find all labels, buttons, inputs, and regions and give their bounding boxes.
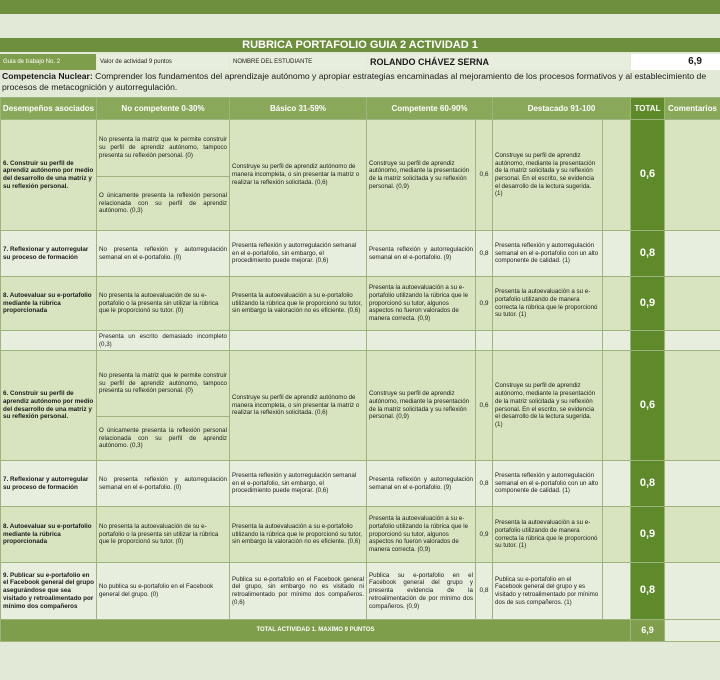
basico-cell: Construye su perfil de aprendiz autónomo de manera incompleta, o sin presentar la matriz o realizar la reflexión solicitada. (0,6): [230, 351, 367, 461]
basico-cell: Publica su e-portafolio en el Facebook general del grupo, sin embargo no es visitado ni retroalimentado por mínimo dos compañeros. (0,6): [230, 563, 367, 620]
criterion-cell: 7. Reflexionar y autorregular su proceso de formación: [1, 461, 97, 507]
total-cell: 0,8: [631, 461, 665, 507]
col-competente: Competente 60-90%: [367, 98, 493, 120]
criterion-cell: 6. Construir su perfil de aprendiz autónomo por medio del desarrollo de una matriz y su reflexión personal.: [1, 351, 97, 461]
total-cell: 0,8: [631, 231, 665, 277]
destacado-cell: Construye su perfil de aprendiz autónomo, mediante la presentación de la matriz solicitada y su reflexión personal. En el escrito, se evidencia el desarrollo de la lectura sugerida. (1): [493, 120, 603, 231]
comment-cell: [665, 120, 720, 231]
table-row: [1, 351, 720, 417]
comment-cell: [665, 331, 720, 351]
comment-cell: [665, 277, 720, 331]
basico-cell: Presenta la autoevaluación a su e-portafolio utilizando la rúbrica que le proporcionó su tutor, sin embargo la valoración no es eficiente. (0,6): [230, 507, 367, 563]
header-row: [0, 54, 720, 70]
competencia-text: Comprender los fundamentos del aprendizaje autónomo y apropiar estrategias encaminadas al mejoramiento de los procesos formativos y al establecimiento de procesos de metacognición y autorregulación.: [2, 71, 707, 92]
total-cell: 0,6: [631, 120, 665, 231]
score-cell: 0,9: [476, 507, 493, 563]
competente-cell: Presenta la autoevaluación a su e-portafolio utilizando la rúbrica que le proporcionó su tutor, algunos aspectos no fueron valorados de manera correcta. (0,9): [367, 507, 476, 563]
destacado-cell: Construye su perfil de aprendiz autónomo, mediante la presentación de la matriz solicitada y su reflexión personal. En el escrito, se evidencia el desarrollo de la lectura sugerida. (1): [493, 351, 603, 461]
competencia-nuclear: [0, 71, 720, 97]
title-bar: [0, 0, 720, 14]
col-no-competente: No competente 0-30%: [97, 98, 230, 120]
basico-cell: Presenta la autoevaluación a su e-portafolio utilizando la rúbrica que le proporcionó su tutor, sin embargo la valoración no es eficiente. (0,6): [230, 277, 367, 331]
student-name-label: NOMBRE DEL ESTUDIANTE: [230, 54, 366, 70]
empty-cell: [603, 507, 631, 563]
col-basico: Básico 31-59%: [230, 98, 367, 120]
score-cell: 0,8: [476, 231, 493, 277]
criterion-cell: 6. Construir su perfil de aprendiz autónomo por medio del desarrollo de una matriz y su reflexión personal.: [1, 120, 97, 231]
destacado-cell: [493, 331, 603, 351]
no-competente-cell: O únicamente presenta la reflexión personal relacionada con su perfil de aprendiz autónomo. (0,3): [97, 177, 230, 231]
table-row: [1, 461, 720, 507]
score-cell: 0,6: [476, 351, 493, 461]
basico-cell: Presenta reflexión y autorregulación semanal en el e-portafolio, sin embargo, el procedimiento puede mejorar. (0,6): [230, 461, 367, 507]
empty-cell: [603, 120, 631, 231]
no-competente-cell: O únicamente presenta la reflexión personal relacionada con su perfil de aprendiz autónomo. (0,3): [97, 417, 230, 461]
page-title: RUBRICA PORTAFOLIO GUIA 2 ACTIVIDAD 1: [0, 38, 720, 52]
criterion-cell: 8. Autoevaluar su e-portafolio mediante la rúbrica proporcionada: [1, 277, 97, 331]
criterion-cell: 7. Reflexionar y autorregular su proceso de formación: [1, 231, 97, 277]
empty-cell: [603, 231, 631, 277]
comment-cell: [665, 563, 720, 620]
table-row: [1, 277, 720, 331]
total-cell: 0,6: [631, 351, 665, 461]
col-total: TOTAL: [631, 98, 665, 120]
rubric-table: [0, 97, 720, 642]
no-competente-cell: No publica su e-portafolio en el Facebook general del grupo. (0): [97, 563, 230, 620]
col-desempenos: Desempeños asociados: [1, 98, 97, 120]
criterion-cell: 9. Publicar su e-portafolio en el Facebook general del grupo asegurándose que sea visitado y retroalimentado por mínimo dos compañeros: [1, 563, 97, 620]
criterion-cell: [1, 331, 97, 351]
destacado-cell: Presenta reflexión y autorregulación semanal en el e-portafolio con un alto componente de calidad. (1): [493, 461, 603, 507]
comment-cell: [665, 461, 720, 507]
no-competente-cell: No presenta reflexión y autorregulación semanal en el e-portafolio. (0): [97, 461, 230, 507]
no-competente-cell: Presenta un escrito demasiado incompleto (0,3): [97, 331, 230, 351]
basico-cell: Presenta reflexión y autorregulación semanal en el e-portafolio, sin embargo, el procedimiento puede mejorar. (0,6): [230, 231, 367, 277]
basico-cell: [230, 331, 367, 351]
total-cell: 0,9: [631, 507, 665, 563]
comment-cell: [665, 507, 720, 563]
table-row: [1, 331, 720, 351]
empty-cell: [603, 563, 631, 620]
no-competente-cell: No presenta la matriz que le permite construir su perfil de aprendiz autónomo, tampoco presenta su reflexión personal. (0): [97, 351, 230, 417]
score-cell: 0,8: [476, 563, 493, 620]
col-destacado: Destacado 91-100: [493, 98, 631, 120]
footer-label: TOTAL ACTIVIDAD 1. MAXIMO 9 PUNTOS: [1, 620, 631, 642]
student-name: ROLANDO CHÁVEZ SERNA: [367, 54, 630, 70]
footer-total: 6,9: [631, 620, 665, 642]
footer-comment: [665, 620, 720, 642]
score-cell: 0,8: [476, 461, 493, 507]
competente-cell: Presenta reflexión y autorregulación semanal en el e-portafolio. (9): [367, 461, 476, 507]
basico-cell: Construye su perfil de aprendiz autónomo de manera incompleta, o sin presentar la matriz o realizar la reflexión solicitada. (0,6): [230, 120, 367, 231]
guide-label: Guia de trabajo No. 2: [0, 54, 96, 70]
competente-cell: Construye su perfil de aprendiz autónomo, mediante la presentación de la matriz solicitada y su reflexión personal. (0,9): [367, 351, 476, 461]
score-cell: 0,9: [476, 277, 493, 331]
empty-cell: [603, 277, 631, 331]
table-row: [1, 231, 720, 277]
comment-cell: [665, 231, 720, 277]
score-cell: 0,6: [476, 120, 493, 231]
competente-cell: Construye su perfil de aprendiz autónomo, mediante la presentación de la matriz solicitada y su reflexión personal. (0,9): [367, 120, 476, 231]
destacado-cell: Presenta la autoevaluación a su e-portafolio utilizando de manera correcta la rúbrica que le proporcionó su tutor. (1): [493, 507, 603, 563]
competente-cell: Publica su e-portafolio en el Facebook general del grupo y presenta evidencia de la retroalimentación de por mínimo dos compañeros. (0,9): [367, 563, 476, 620]
destacado-cell: Presenta la autoevaluación a su e-portafolio utilizando de manera correcta la rúbrica que le proporcionó su tutor. (1): [493, 277, 603, 331]
table-row: [1, 120, 720, 177]
col-comentarios: Comentarios: [665, 98, 720, 120]
table-row: [1, 563, 720, 620]
no-competente-cell: No presenta la autoevaluación de su e-portafolio o la presenta sin utilizar la rúbrica que le proporcionó su tutor. (0): [97, 277, 230, 331]
criterion-cell: 8. Autoevaluar su e-portafolio mediante la rúbrica proporcionada: [1, 507, 97, 563]
comment-cell: [665, 351, 720, 461]
competente-cell: Presenta reflexión y autorregulación semanal en el e-portafolio. (9): [367, 231, 476, 277]
empty-cell: [603, 351, 631, 461]
table-header: [1, 98, 720, 120]
no-competente-cell: No presenta la autoevaluación de su e-portafolio o la presenta sin utilizar la rúbrica que le proporcionó su tutor. (0): [97, 507, 230, 563]
destacado-cell: Presenta reflexión y autorregulación semanal en el e-portafolio con un alto componente de calidad. (1): [493, 231, 603, 277]
header-score: 6,9: [631, 54, 720, 70]
total-cell: 0,8: [631, 563, 665, 620]
table-row: [1, 507, 720, 563]
competente-cell: [367, 331, 476, 351]
competente-cell: Presenta la autoevaluación a su e-portafolio utilizando la rúbrica que le proporcionó su tutor, algunos aspectos no fueron valorados de manera correcta. (0,9): [367, 277, 476, 331]
empty-cell: [603, 331, 631, 351]
no-competente-cell: No presenta la matriz que le permite construir su perfil de aprendiz autónomo, tampoco presenta su reflexión personal. (0): [97, 120, 230, 177]
no-competente-cell: No presenta reflexión y autorregulación semanal en el e-portafolio. (0): [97, 231, 230, 277]
total-cell: [631, 331, 665, 351]
score-cell: [476, 331, 493, 351]
table-footer: [1, 620, 720, 642]
destacado-cell: Publica su e-portafolio en el Facebook general del grupo y es visitado y retroalimentado por mínimo dos de sus compañeros. (1): [493, 563, 603, 620]
empty-cell: [603, 461, 631, 507]
competencia-label: Competencia Nuclear:: [2, 71, 93, 81]
value-label: Valor de actividad 9 puntos: [97, 54, 229, 70]
total-cell: 0,9: [631, 277, 665, 331]
